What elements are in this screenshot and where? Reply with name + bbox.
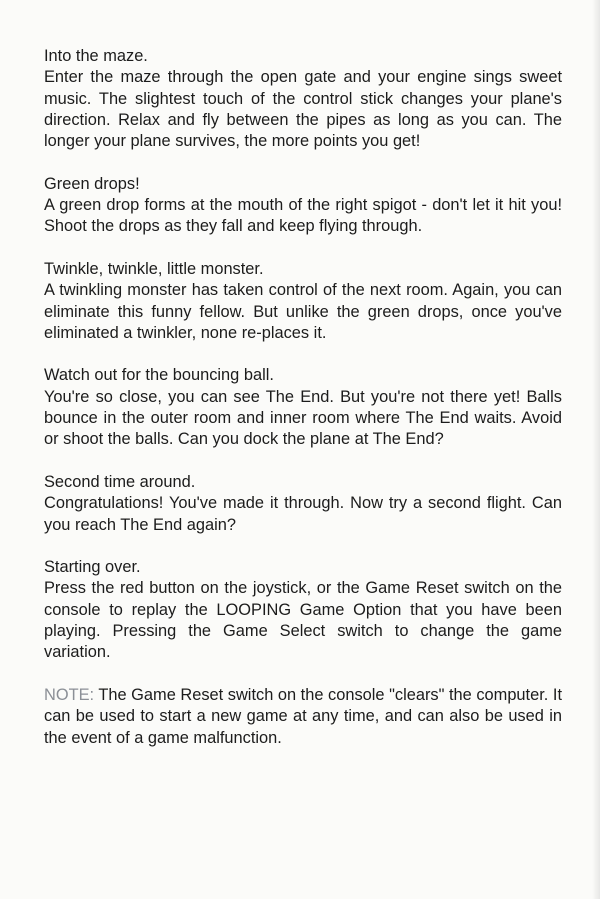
section-starting-over bbox=[44, 557, 562, 663]
section-bouncing-ball bbox=[44, 365, 562, 450]
section-heading: Watch out for the bouncing ball. bbox=[44, 366, 274, 385]
section-heading: Into the maze. bbox=[44, 47, 148, 65]
section-body: Press the red button on the joystick, or the Game Reset switch on the console to replay the LOOPING Game Option that you have been playing. Pressing the Game Select switch to change the game variation. bbox=[44, 579, 562, 662]
section-body: Congratulations! You've made it through. Now try a second flight. Can you reach The End again? bbox=[44, 494, 562, 534]
section-heading: Second time around. bbox=[44, 472, 196, 491]
note-text: The Game Reset switch on the console "clears" the computer. It can be used to start a new game at any time, and can also be used in the event of a game malfunction. bbox=[44, 685, 562, 747]
section-second-time bbox=[44, 472, 562, 536]
manual-page bbox=[44, 46, 562, 770]
section-body: You're so close, you can see The End. But you're not there yet! Balls bounce in the outer room and inner room where The End waits. Avoid or shoot the balls. Can you dock the plane at The End? bbox=[44, 387, 562, 449]
section-body: A twinkling monster has taken control of the next room. Again, you can eliminate this funny fellow. But unlike the green drops, once you've eliminated a twinkler, none re-places it. bbox=[44, 281, 562, 342]
section-heading: Starting over. bbox=[44, 558, 141, 577]
section-heading: Green drops! bbox=[44, 174, 140, 193]
note-label: NOTE: bbox=[44, 685, 95, 704]
page-edge-shadow bbox=[592, 0, 600, 899]
section-green-drops bbox=[44, 174, 562, 238]
section-heading: Twinkle, twinkle, little monster. bbox=[44, 259, 264, 278]
section-body: Enter the maze through the open gate and your engine sings sweet music. The slightest touch of the control stick changes your plane's direction. Relax and fly between the pipes as long as you can. The longer your plane survives, the more points you get! bbox=[44, 68, 562, 151]
note-block bbox=[44, 685, 562, 749]
section-twinkle-monster bbox=[44, 259, 562, 344]
section-into-the-maze bbox=[44, 46, 562, 152]
section-body: A green drop forms at the mouth of the right spigot - don't let it hit you! Shoot the drops as they fall and keep flying through. bbox=[44, 196, 562, 236]
